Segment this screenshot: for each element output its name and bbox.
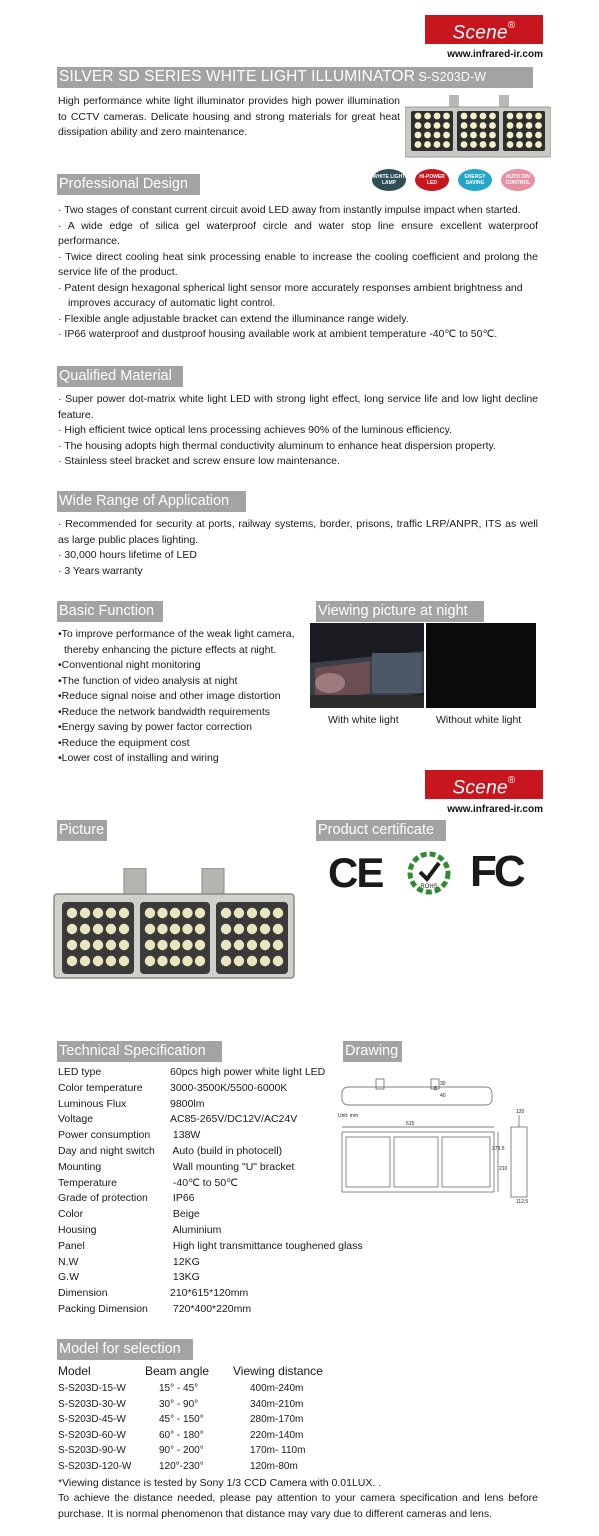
spec-value: Wall mounting "U" bracket (170, 1160, 295, 1173)
led (195, 956, 205, 966)
led (157, 924, 167, 934)
spec-key: Panel (58, 1239, 85, 1252)
model-note-1: *Viewing distance is tested by Sony 1/3 CCD Camera with 0.01LUX. . (58, 1477, 382, 1489)
brand-name: Scene (452, 22, 508, 44)
list-item: •Conventional night monitoring (58, 659, 201, 671)
led (443, 141, 450, 148)
svg-text:8: 8 (434, 1086, 437, 1092)
list-item: · High efficient twice optical lens processing achieves 90% of the luminous efficiency. (58, 424, 452, 436)
led (260, 908, 270, 918)
spec-key: Packing Dimension (58, 1303, 148, 1315)
led (247, 908, 257, 918)
led (67, 956, 77, 966)
viewing-distance: 120m-80m (250, 1461, 298, 1472)
spec-value: -40℃ to 50℃ (170, 1176, 238, 1189)
product-image-small (405, 95, 551, 160)
spec-value: Beige (170, 1208, 200, 1221)
led (145, 908, 155, 918)
spec-value: 9800lm (170, 1097, 205, 1110)
spec-key: Day and night switch (58, 1145, 155, 1157)
led (507, 141, 514, 148)
led (170, 908, 180, 918)
led (434, 141, 441, 148)
spec-row (58, 1176, 238, 1192)
list-item: · The housing adopts high thermal conductivity aluminum to enhance heat dispersion property. (58, 439, 496, 452)
section-model-selection: Model for selection (57, 1339, 193, 1360)
led (247, 924, 257, 934)
list-item: · Patent design hexagonal spherical light sensor more accurately responses ambient brightness and (58, 281, 523, 294)
led (93, 908, 103, 918)
led (182, 940, 192, 950)
led (221, 940, 231, 950)
led (80, 956, 90, 966)
led (106, 940, 116, 950)
led (182, 956, 192, 966)
led (234, 940, 244, 950)
led (443, 113, 450, 120)
spec-row (58, 1144, 282, 1160)
viewing-distance: 280m-170m (250, 1414, 304, 1426)
model-name: S-S203D-30-W (58, 1398, 126, 1410)
without-light-caption: Without white light (436, 714, 522, 726)
list-item: · Recommended for security at ports, railway systems, border, prisons, traffic LRP/ANPR, ITS as well as large public places lighting. (58, 518, 538, 546)
badge-white-light-lamp: WHITE LIGHT LAMP (372, 169, 406, 191)
led (119, 908, 129, 918)
svg-text:273.5: 273.5 (492, 1146, 505, 1152)
ce-mark: CE (328, 849, 383, 896)
product-image-large (52, 868, 298, 983)
led (480, 113, 487, 120)
led (273, 908, 283, 918)
list-item: · Flexible angle adjustable bracket can extend the illuminance range widely. (58, 312, 409, 325)
led (106, 908, 116, 918)
model-name: S-S203D-15-W (58, 1383, 126, 1394)
list-item: · 3 Years warranty (58, 564, 143, 577)
led (461, 113, 468, 120)
led (480, 141, 487, 148)
section-wide-range: Wide Range of Application (57, 491, 246, 512)
led (443, 132, 450, 139)
led (535, 132, 542, 139)
spec-key: Housing (58, 1224, 97, 1236)
spec-value: 60pcs high power white light LED (170, 1066, 326, 1078)
svg-text:ROHS: ROHS (420, 884, 438, 890)
spec-row (58, 1128, 200, 1144)
spec-row (58, 1191, 195, 1207)
beam-angle: 15° - 45° (159, 1383, 199, 1394)
led (507, 113, 514, 120)
led (247, 956, 257, 966)
led (424, 141, 431, 148)
spec-key: Voltage (58, 1113, 94, 1126)
viewing-distance: 340m-210m (250, 1398, 304, 1410)
led (157, 908, 167, 918)
model-table-header: Model Beam angle Viewing distance (58, 1364, 323, 1378)
led (234, 956, 244, 966)
brand-logo-2: Scene® (425, 770, 543, 799)
list-item: · 30,000 hours lifetime of LED (58, 549, 197, 561)
spec-key: LED type (58, 1066, 102, 1078)
led (415, 141, 422, 148)
list-item: •Energy saving by power factor correction (58, 721, 252, 733)
led (260, 956, 270, 966)
led (145, 940, 155, 950)
led (273, 924, 283, 934)
section-drawing: Drawing (343, 1041, 402, 1062)
spec-row (58, 1286, 248, 1302)
spec-row (58, 1223, 221, 1239)
svg-text:615: 615 (406, 1121, 415, 1127)
night-photo-without-light (426, 623, 536, 708)
led (434, 132, 441, 139)
model-row (58, 1397, 388, 1412)
led (415, 113, 422, 120)
led (489, 141, 496, 148)
led (507, 122, 514, 129)
led (195, 940, 205, 950)
led (67, 924, 77, 934)
list-item: •The function of video analysis at night (58, 674, 238, 687)
spec-key: Power consumption (58, 1129, 151, 1142)
spec-value: 138W (170, 1129, 201, 1142)
spec-row (58, 1270, 200, 1286)
model-name: S-S203D-60-W (58, 1429, 126, 1441)
led (157, 956, 167, 966)
led (461, 132, 468, 139)
led (415, 132, 422, 139)
led (273, 940, 283, 950)
led (480, 132, 487, 139)
model-row (58, 1381, 388, 1396)
basic-function-list (58, 627, 308, 767)
list-item: · Super power dot-matrix white light LED with strong light effect, long service life and low light decline feature. (58, 393, 538, 421)
section-basic-function: Basic Function (57, 601, 163, 622)
spec-row (58, 1112, 297, 1128)
spec-value: 12KG (170, 1255, 200, 1268)
led (170, 940, 180, 950)
professional-design-list (58, 203, 538, 343)
spec-value: IP66 (170, 1192, 195, 1205)
led (434, 113, 441, 120)
led (221, 924, 231, 934)
badge-hi-power-led: HI-POWER LED (415, 169, 449, 191)
model-row (58, 1412, 388, 1427)
led (516, 141, 523, 148)
spec-key: Color temperature (58, 1081, 143, 1094)
spec-key: Mounting (58, 1160, 102, 1173)
spec-key: Dimension (58, 1287, 108, 1300)
spec-key: Luminous Flux (58, 1097, 127, 1110)
led (80, 924, 90, 934)
svg-text:120: 120 (516, 1109, 525, 1115)
led (119, 924, 129, 934)
led (424, 122, 431, 129)
spec-row (58, 1302, 251, 1318)
led (535, 113, 542, 120)
technical-drawing (336, 1075, 536, 1205)
list-item: •To improve performance of the weak light camera, (58, 628, 295, 640)
beam-angle: 45° - 150° (159, 1414, 204, 1426)
spec-key: G.W (58, 1271, 79, 1284)
led (145, 924, 155, 934)
led (119, 956, 129, 966)
led (480, 122, 487, 129)
led (489, 113, 496, 120)
spec-value: 720*400*220mm (170, 1303, 252, 1315)
led (535, 141, 542, 148)
brand-logo (425, 15, 543, 44)
section-technical-specification: Technical Specification (57, 1041, 222, 1062)
with-light-caption: With white light (328, 714, 399, 726)
led (234, 924, 244, 934)
model-row (58, 1459, 388, 1474)
led (470, 132, 477, 139)
spec-row (58, 1255, 200, 1271)
svg-text:Unit: mm: Unit: mm (338, 1113, 358, 1119)
led (260, 924, 270, 934)
led (461, 122, 468, 129)
list-item: · Twice direct cooling heat sink processing enable to increase the cooling coefficient and prolong the service life of the product. (58, 250, 538, 278)
section-professional-design: Professional Design (57, 174, 200, 195)
spec-row (58, 1097, 204, 1113)
led (170, 956, 180, 966)
spec-value: High light transmittance toughened glass (170, 1239, 363, 1252)
led (106, 956, 116, 966)
model-note-2: To achieve the distance needed, please pay attention to your camera specification and lens before purchase. It is normal phenomenon that distance may vary due to different cameras and lens. (58, 1492, 538, 1520)
viewing-distance: 220m-140m (250, 1429, 304, 1441)
qualified-material-list (58, 392, 538, 470)
spec-value: AC85-265V/DC12V/AC24V (170, 1113, 298, 1126)
led (145, 956, 155, 966)
viewing-distance: 170m- 110m (250, 1445, 306, 1457)
led (170, 924, 180, 934)
led (195, 924, 205, 934)
led (535, 122, 542, 129)
list-item: · Stainless steel bracket and screw ensure low maintenance. (58, 455, 340, 467)
model-name: S-S203D-120-W (58, 1461, 132, 1472)
rohs-mark (403, 848, 455, 898)
spec-row (58, 1160, 294, 1176)
model-name: S-S203D-45-W (58, 1414, 126, 1426)
spec-row (58, 1207, 200, 1223)
list-item: improves accuracy of automatic light control. (68, 297, 276, 309)
led (489, 122, 496, 129)
led (516, 113, 523, 120)
led (221, 956, 231, 966)
spec-value: 13KG (170, 1271, 200, 1284)
logo-url: www.infrared-ir.com (447, 49, 543, 60)
list-item: •Reduce the equipment cost (58, 736, 190, 749)
led (119, 940, 129, 950)
led (247, 940, 257, 950)
svg-text:112.5: 112.5 (516, 1199, 529, 1205)
led (470, 113, 477, 120)
beam-angle: 30° - 90° (159, 1398, 199, 1410)
fc-mark: FC (470, 847, 523, 896)
spec-key: Temperature (58, 1176, 117, 1189)
led (157, 940, 167, 950)
led (234, 908, 244, 918)
list-item: thereby enhancing the picture effects at night. (64, 643, 277, 656)
led (507, 132, 514, 139)
wide-range-list (58, 517, 538, 579)
spec-value: 210*615*120mm (170, 1287, 249, 1300)
led (260, 940, 270, 950)
list-item: · IP66 waterproof and dustproof housing available work at ambient temperature -40℃ to 50℃. (58, 328, 498, 340)
spec-key: Grade of protection (58, 1192, 148, 1205)
led (526, 132, 533, 139)
spec-key: N.W (58, 1255, 79, 1268)
page-title (57, 67, 533, 88)
spec-row (58, 1081, 287, 1097)
led (526, 141, 533, 148)
beam-angle: 120°-230° (159, 1461, 204, 1472)
model-row (58, 1443, 388, 1458)
spec-row (58, 1065, 325, 1081)
title-main: SILVER SD SERIES WHITE LIGHT ILLUMINATOR (59, 68, 415, 85)
night-photo-with-light (310, 623, 424, 708)
list-item: · Two stages of constant current circuit avoid LED away from instantly impulse impact when started. (58, 204, 521, 216)
led (526, 122, 533, 129)
spec-value: Aluminium (170, 1224, 222, 1236)
led (461, 141, 468, 148)
led (80, 908, 90, 918)
led (93, 924, 103, 934)
led (106, 924, 116, 934)
led (424, 132, 431, 139)
badge-auto-dn-control: AUTO D/N CONTROL (501, 169, 535, 191)
svg-text:210: 210 (499, 1166, 508, 1172)
led (470, 122, 477, 129)
led (195, 908, 205, 918)
list-item: •Reduce the network bandwidth requirements (58, 705, 271, 718)
led (80, 940, 90, 950)
led (93, 956, 103, 966)
spec-value: 3000-3500K/5500-6000K (170, 1081, 288, 1094)
led (273, 956, 283, 966)
led (182, 924, 192, 934)
led (67, 908, 77, 918)
section-qualified-material: Qualified Material (57, 366, 183, 387)
led (67, 940, 77, 950)
list-item: •Lower cost of installing and wiring (58, 752, 219, 764)
badge-energy-saving: ENERGY SAVING (458, 169, 492, 191)
svg-text:40: 40 (440, 1093, 446, 1099)
led (516, 122, 523, 129)
led (182, 908, 192, 918)
led (526, 113, 533, 120)
model-row (58, 1428, 388, 1443)
list-item: · A wide edge of silica gel waterproof circle and water stop line ensure excellent waterproof performance. (58, 219, 538, 247)
led (221, 908, 231, 918)
list-item: •Reduce signal noise and other image distortion (58, 690, 281, 702)
led (424, 113, 431, 120)
intro-text: High performance white light illuminator provides high power illumination to CCTV cameras. Delicate housing and strong materials for great heat dissipation ability and zero maintenance. (58, 95, 400, 138)
led (516, 132, 523, 139)
section-product-certificate: Product certificate (316, 820, 446, 841)
spec-row (58, 1239, 363, 1255)
logo-url-2: www.infrared-ir.com (447, 804, 543, 815)
viewing-distance: 400m-240m (250, 1383, 304, 1394)
spec-value: Auto (build in photocell) (170, 1145, 283, 1157)
title-model: S-S203D-W (414, 70, 487, 84)
registered-mark: ® (507, 20, 516, 31)
section-picture: Picture (57, 820, 107, 841)
section-viewing-picture: Viewing picture at night (316, 601, 484, 622)
led (93, 940, 103, 950)
svg-text:30: 30 (440, 1081, 446, 1087)
led (489, 132, 496, 139)
spec-key: Color (58, 1208, 84, 1221)
beam-angle: 90° - 200° (159, 1445, 204, 1457)
led (434, 122, 441, 129)
led (415, 122, 422, 129)
led (470, 141, 477, 148)
led (443, 122, 450, 129)
model-name: S-S203D-90-W (58, 1445, 126, 1457)
beam-angle: 60° - 180° (159, 1429, 204, 1441)
